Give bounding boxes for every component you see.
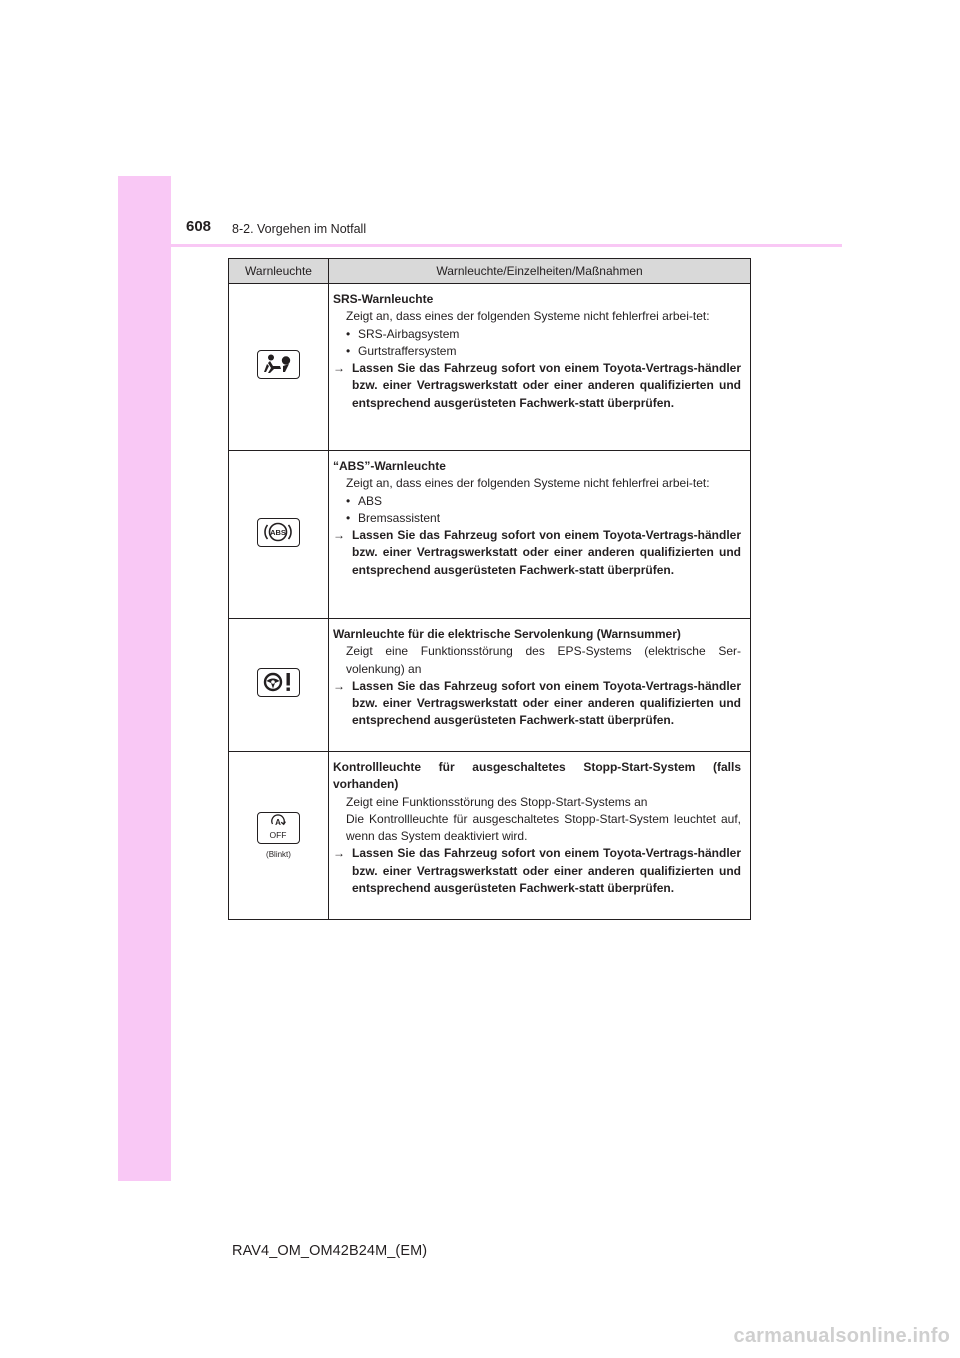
document-code-footer: RAV4_OM_OM42B24M_(EM) [232,1243,428,1259]
warning-title: Warnleuchte für die elektrische Servolenkung (Warnsummer) [333,627,681,641]
table-row [229,451,751,619]
steering-wheel-exclamation-icon [257,668,300,697]
warning-light-table [228,258,751,920]
details-cell [329,284,751,451]
list-item: • ABS [346,493,383,508]
details-cell [329,752,751,920]
warning-title: Kontrollleuchte für ausgeschaltetes Stopp-Start-System (falls vorhanden) [333,760,741,792]
side-tab-band [118,176,171,1181]
page-number: 608 [186,218,212,235]
svg-text:A: A [275,818,281,827]
list-item: • Gurtstraffersystem [346,343,457,358]
warning-description-extra: Die Kontrollleuchte für ausgeschaltetes Stopp-Start-System leuchtet auf, wenn das System deaktiviert wird. [346,811,741,844]
icon-cell [229,619,329,752]
table-header-row [229,259,751,284]
warning-description: Zeigt eine Funktionsstörung des Stopp-Start-Systems an [346,794,648,809]
icon-cell [229,451,329,619]
off-icon-text: OFF [269,830,287,840]
column-header-warning-light: Warnleuchte [229,259,329,284]
action-instruction: → Lassen Sie das Fahrzeug sofort von einem Toyota-Vertrags-händler bzw. einer Vertragswerkstatt oder einer anderen qualifizierten und entsprechend ausgerüsteten Fachwerk-statt überprüfen. [333,528,741,577]
warning-title: “ABS”-Warnleuchte [333,459,446,473]
warning-description: Zeigt an, dass eines der folgenden Systeme nicht fehlerfrei arbei-tet: [346,309,710,324]
warning-description: Zeigt an, dass eines der folgenden Systeme nicht fehlerfrei arbei-tet: [346,476,710,491]
watermark: carmanualsonline.info [733,1325,950,1347]
column-header-details: Warnleuchte/Einzelheiten/Maßnahmen [329,259,751,284]
warning-title: SRS-Warnleuchte [333,292,434,306]
abs-icon-text: ABS [270,527,286,537]
arrow-icon: → [333,361,345,376]
blink-caption: (Blinkt) [266,850,291,859]
action-instruction: → Lassen Sie das Fahrzeug sofort von einem Toyota-Vertrags-händler bzw. einer Vertragswerkstatt oder einer anderen qualifizierten und entsprechend ausgerüsteten Fachwerk-statt überprüfen. [333,361,741,410]
stop-start-off-icon [257,812,300,844]
icon-cell [229,284,329,451]
arrow-icon: → [333,678,345,693]
arrow-icon: → [333,528,345,543]
arrow-icon: → [333,846,345,861]
abs-circle-icon [257,518,300,547]
action-instruction: → Lassen Sie das Fahrzeug sofort von einem Toyota-Vertrags-händler bzw. einer Vertragswerkstatt oder einer anderen qualifizierten und entsprechend ausgerüsteten Fachwerk-statt überprüfen. [333,846,741,896]
table-row [229,619,751,752]
warning-description: Zeigt eine Funktionsstörung des EPS-Systems (elektrische Ser-volenkung) an [346,644,741,676]
list-item: • Bremsassistent [346,510,441,525]
details-cell [329,619,751,752]
section-title: 8-2. Vorgehen im Notfall [232,222,367,236]
table-row [229,284,751,451]
airbag-seat-person-icon [257,350,300,379]
action-instruction: → Lassen Sie das Fahrzeug sofort von einem Toyota-Vertrags-händler bzw. einer Vertragswerkstatt oder einer anderen qualifizierten und entsprechend ausgerüsteten Fachwerk-statt überprüfen. [333,678,741,728]
icon-cell [229,752,329,920]
list-item: • SRS-Airbagsystem [346,326,460,341]
details-cell [329,451,751,619]
header-rule [118,244,842,247]
table-row [229,752,751,920]
